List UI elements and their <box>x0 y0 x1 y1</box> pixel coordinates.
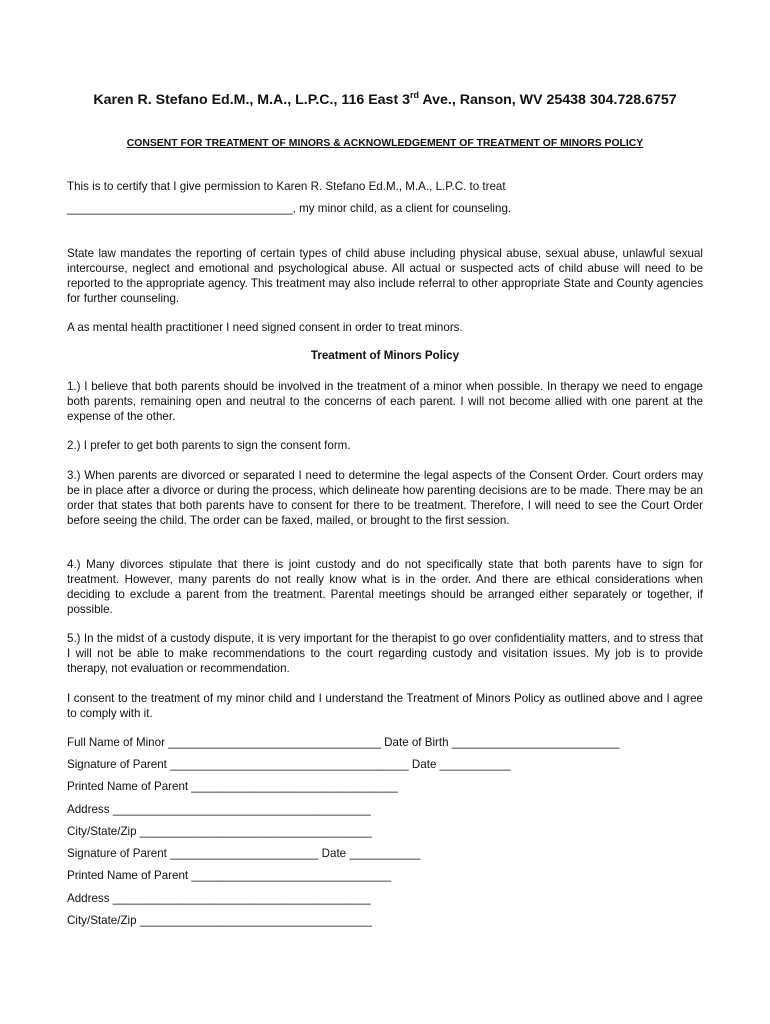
parent-printed-name-field-1[interactable]: Printed Name of Parent ________________________________ <box>67 780 398 793</box>
consent-need-paragraph: A as mental health practitioner I need signed consent in order to treat minors. <box>67 321 463 334</box>
certify-line-2: ___________________________________, my minor child, as a client for counseling. <box>67 202 512 215</box>
address-field-1[interactable]: Address ________________________________________ <box>67 803 371 816</box>
practitioner-header <box>0 92 770 108</box>
policy-item-3: 3.) When parents are divorced or separated I need to determine the legal aspects of the Consent Order. Court orders may be in place after a divorce or during the process, which delineate how parenting decisions are to be made. There may be an order that states that both parents have to consent for there to be treatment. Therefore, I will need to see the Court Order before seeing the child. The order can be faxed, mailed, or brought to the first session. <box>67 469 703 527</box>
policy-item-1: 1.) I believe that both parents should be involved in the treatment of a minor when possible. In therapy we need to engage both parents, remaining open and neutral to the concerns of each parent. I will not become allied with one parent at the expense of the other. <box>67 380 703 423</box>
agreement-paragraph: I consent to the treatment of my minor child and I understand the Treatment of Minors Policy as outlined above and I agree to comply with it. <box>67 692 703 720</box>
header-text-start: Karen R. Stefano Ed.M., M.A., L.P.C., 116 East 3 <box>93 92 411 108</box>
policy-heading: Treatment of Minors Policy <box>310 349 460 362</box>
header-text-end: Ave., Ranson, WV 25438 304.728.6757 <box>419 92 677 108</box>
parent-signature-field-1[interactable]: Signature of Parent _____________________________________ Date ___________ <box>67 758 511 771</box>
minor-name-field[interactable]: Full Name of Minor _________________________________ Date of Birth __________________________ <box>67 736 620 749</box>
header-superscript: rd <box>410 90 420 100</box>
parent-signature-field-2[interactable]: Signature of Parent _______________________ Date ___________ <box>67 847 421 860</box>
address-field-2[interactable]: Address ________________________________________ <box>67 892 371 905</box>
document-title: CONSENT FOR TREATMENT OF MINORS & ACKNOWLEDGEMENT OF TREATMENT OF MINORS POLICY <box>126 138 644 149</box>
policy-item-2: 2.) I prefer to get both parents to sign the consent form. <box>67 439 351 452</box>
state-law-paragraph: State law mandates the reporting of certain types of child abuse including physical abuse, sexual abuse, unlawful sexual intercourse, neglect and emotional and psychological abuse. All actual or suspected acts of child abuse will need to be reported to the appropriate agency. This treatment may also include referral to other appropriate State and County agencies for further counseling. <box>67 247 703 305</box>
policy-item-4: 4.) Many divorces stipulate that there is joint custody and do not specifically state that both parents have to sign for treatment. However, many parents do not really know what is in the order. And there are ethical considerations when deciding to exclude a parent from the treatment. Parental meetings should be arranged either separately or together, if possible. <box>67 558 703 616</box>
policy-item-5: 5.) In the midst of a custody dispute, it is very important for the therapist to go over confidentiality matters, and to stress that I will not be able to make recommendations to the court regarding custody and visitation issues. My job is to provide therapy, not evaluation or recommendation. <box>67 632 703 675</box>
parent-printed-name-field-2[interactable]: Printed Name of Parent _______________________________ <box>67 869 392 882</box>
certify-line-1: This is to certify that I give permission to Karen R. Stefano Ed.M., M.A., L.P.C. to treat <box>67 180 506 193</box>
city-state-zip-field-2[interactable]: City/State/Zip ____________________________________ <box>67 914 372 927</box>
city-state-zip-field-1[interactable]: City/State/Zip ____________________________________ <box>67 825 372 838</box>
